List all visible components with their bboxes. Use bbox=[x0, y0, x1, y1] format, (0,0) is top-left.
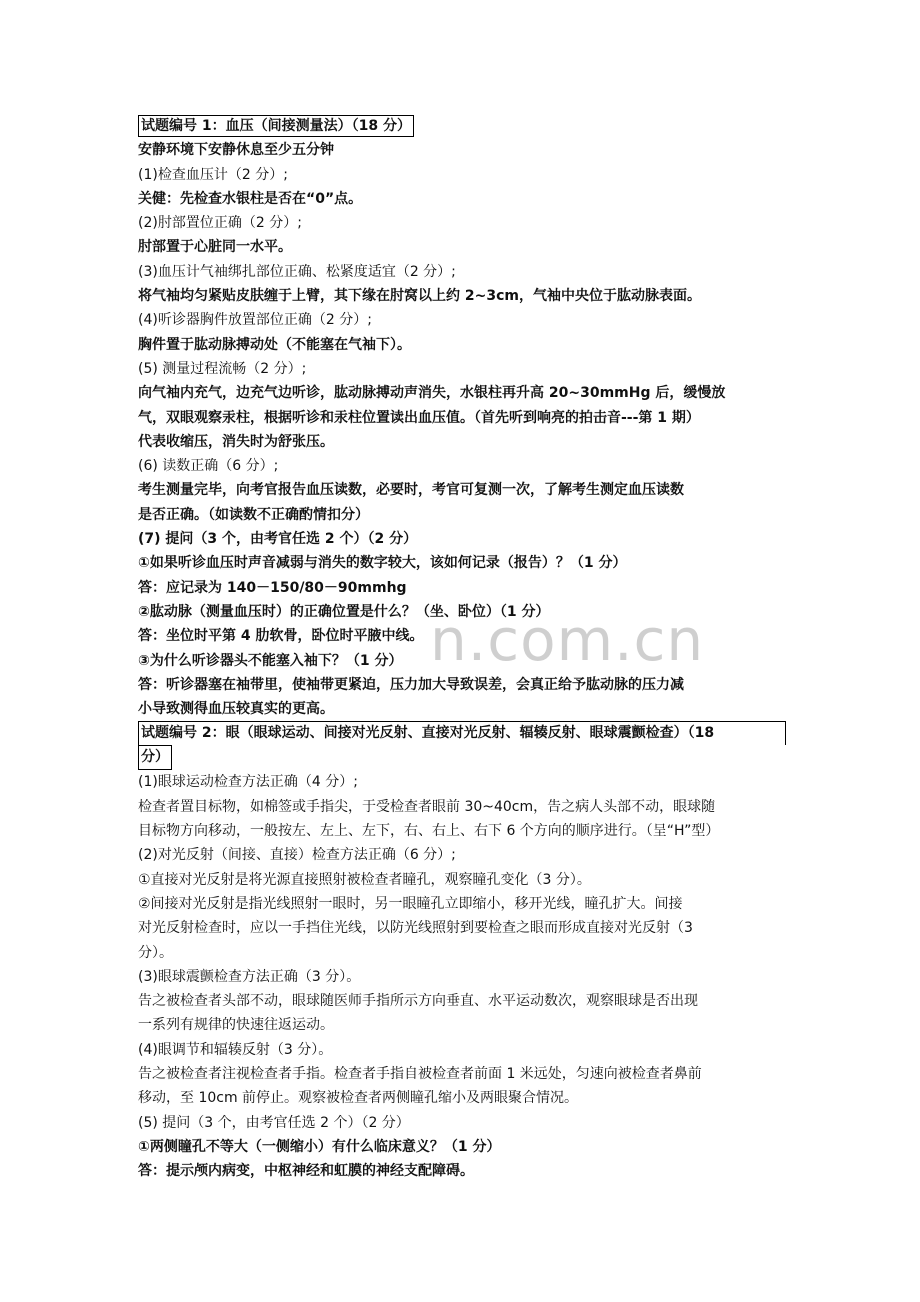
text-line: ①两侧瞳孔不等大（一侧缩小）有什么临床意义？（1 分） bbox=[138, 1138, 501, 1155]
text-line: 胸件置于肱动脉搏动处（不能塞在气袖下）。 bbox=[138, 336, 411, 353]
text-line: (4)听诊器胸件放置部位正确（2 分）; bbox=[138, 312, 372, 329]
text-line: 目标物方向移动，一般按左、左上、左下，右、右上、右下 6 个方向的顺序进行。（呈“H”型） bbox=[138, 823, 720, 840]
text-line: 代表收缩压，消失时为舒张压。 bbox=[138, 433, 334, 450]
text-line: 对光反射检查时，应以一手挡住光线，以防光线照射到要检查之眼而形成直接对光反射（3 bbox=[138, 920, 693, 937]
text-line: (5) 测量过程流畅（2 分）; bbox=[138, 360, 307, 377]
text-line: ③为什么听诊器头不能塞入袖下？（1 分） bbox=[138, 652, 403, 669]
text-line: (6) 读数正确（6 分）; bbox=[138, 458, 279, 475]
text-line: (2)对光反射（间接、直接）检查方法正确（6 分）; bbox=[138, 847, 456, 864]
text-line: (3)眼球震颤检查方法正确（3 分）。 bbox=[138, 968, 361, 985]
text-line: 考生测量完毕，向考官报告血压读数，必要时，考官可复测一次，了解考生测定血压读数 bbox=[138, 482, 684, 499]
text-line: 移动，至 10cm 前停止。观察被检查者两侧瞳孔缩小及两眼聚合情况。 bbox=[138, 1090, 579, 1107]
heading-line: 试题编号 2：眼（眼球运动、间接对光反射、直接对光反射、辐辏反射、眼球震颤检查）（18 bbox=[138, 721, 786, 745]
text-line: (3)血压计气袖绑扎部位正确、松紧度适宜（2 分）; bbox=[138, 263, 456, 280]
text-line: 气，双眼观察汞柱，根据听诊和汞柱位置读出血压值。（首先听到响亮的拍击音---第 1 期） bbox=[138, 409, 700, 426]
text-line: 答：应记录为 140－150/80－90mmhg bbox=[138, 579, 407, 596]
heading-line: 分） bbox=[138, 745, 172, 770]
text-line: 分）。 bbox=[138, 944, 173, 961]
text-line: ①如果听诊血压时声音减弱与消失的数字较大，该如何记录（报告）？（1 分） bbox=[138, 555, 627, 572]
text-line: (5) 提问（3 个，由考官任选 2 个）（2 分） bbox=[138, 1114, 410, 1131]
text-line: 告之被检查者注视检查者手指。检查者手指自被检查者前面 1 米远处，匀速向被检查者鼻前 bbox=[138, 1065, 702, 1082]
text-line: 是否正确。（如读数不正确酌情扣分） bbox=[138, 506, 369, 523]
text-line: ②肱动脉（测量血压时）的正确位置是什么？（坐、卧位）（1 分） bbox=[138, 603, 550, 620]
text-line: ②间接对光反射是指光线照射一眼时，另一眼瞳孔立即缩小，移开光线，瞳孔扩大。间接 bbox=[138, 895, 683, 912]
text-line: 肘部置于心脏同一水平。 bbox=[138, 239, 292, 256]
document-body bbox=[138, 114, 786, 1183]
section-title-2 bbox=[138, 721, 786, 770]
text-line: 检查者置目标物，如棉签或手指尖，于受检查者眼前 30~40cm，告之病人头部不动，眼球随 bbox=[138, 798, 716, 815]
heading-text: 试题编号 1：血压（间接测量法）（18 分） bbox=[138, 115, 414, 137]
text-line: (1)检查血压计（2 分）; bbox=[138, 166, 288, 183]
text-line: 答：坐位时平第 4 肋软骨，卧位时平腋中线。 bbox=[138, 628, 424, 645]
text-line: ①直接对光反射是将光源直接照射被检查者瞳孔，观察瞳孔变化（3 分）。 bbox=[138, 871, 591, 888]
text-line: (4)眼调节和辐辏反射（3 分）。 bbox=[138, 1041, 333, 1058]
section-title-1 bbox=[138, 114, 786, 138]
text-line: 安静环境下安静休息至少五分钟 bbox=[138, 142, 334, 159]
text-line: 关健：先检查水银柱是否在“0”点。 bbox=[138, 190, 363, 207]
text-line: 告之被检查者头部不动，眼球随医师手指所示方向垂直、水平运动数次，观察眼球是否出现 bbox=[138, 993, 698, 1010]
text-line: 将气袖均匀紧贴皮肤缠于上臂，其下缘在肘窝以上约 2~3cm，气袖中央位于肱动脉表面。 bbox=[138, 288, 701, 305]
text-line: 答：提示颅内病变，中枢神经和虹膜的神经支配障碍。 bbox=[138, 1163, 474, 1180]
text-line: 小导致测得血压较真实的更高。 bbox=[138, 701, 334, 718]
text-line: 一系列有规律的快速往返运动。 bbox=[138, 1017, 334, 1034]
text-line: (7) 提问（3 个，由考官任选 2 个）（2 分） bbox=[138, 531, 418, 548]
text-line: 答：听诊器塞在袖带里，使袖带更紧迫，压力加大导致误差，会真正给予肱动脉的压力减 bbox=[138, 676, 684, 693]
watermark: n.com.cn bbox=[430, 606, 705, 674]
text-line: (2)肘部置位正确（2 分）; bbox=[138, 215, 302, 232]
text-line: (1)眼球运动检查方法正确（4 分）; bbox=[138, 774, 358, 791]
text-line: 向气袖内充气，边充气边听诊，肱动脉搏动声消失，水银柱再升高 20~30mmHg 后，缓慢放 bbox=[138, 385, 726, 402]
